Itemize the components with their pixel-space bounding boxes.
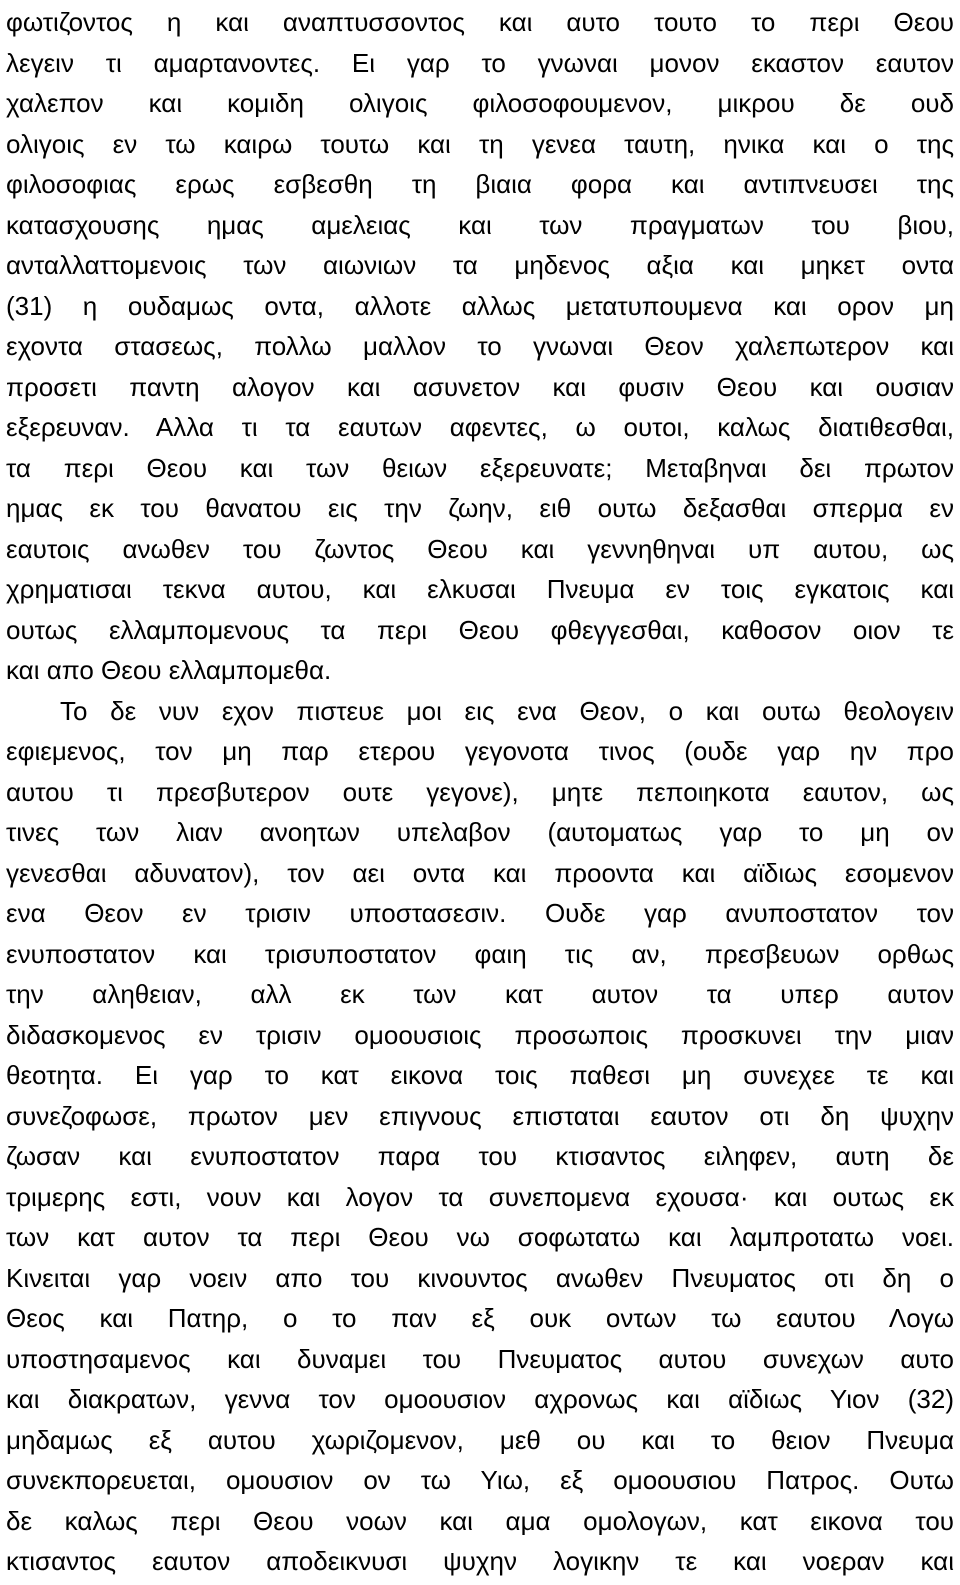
paragraph-first-line: Το δε νυν εχον πιστευε μοι εις ενα Θεον, ο και ουτω θεολογειν [60, 695, 954, 726]
text-line: ενυποστατον και τρισυποστατον φαιη τις αν, πρεσβευων ορθως [6, 938, 954, 969]
text-line: συνεζοφωσε, πρωτον μεν επιγνους επισταται εαυτον οτι δη ψυχην [6, 1100, 954, 1131]
text-line: χρηματισαι τεκνα αυτου, και ελκυσαι Πνευμα εν τοις εγκατοις και [6, 574, 954, 604]
text-line: εχοντα στασεως, πολλω μαλλον το γνωναι Θεον χαλεπωτερον και [6, 331, 954, 361]
text-line: Θεος και Πατηρ, ο το παν εξ ουκ οντων τω εαυτου Λογω [6, 1303, 954, 1333]
text-line: λεγειν τι αμαρτανοντες. Ει γαρ το γνωναι μονον εκαστον εαυτον [6, 47, 954, 78]
text-line: ζωσαν και ενυποστατον παρα του κτισαντος ειληφεν, αυτη δε [6, 1141, 954, 1171]
text-line: ενα Θεον εν τρισιν υποστασεσιν. Ουδε γαρ ανυποστατον τον [6, 898, 954, 928]
text-line: θεοτητα. Ει γαρ το κατ εικονα τοις παθεσι μη συνεχεε τε και [6, 1060, 954, 1090]
text-line: κατασχουσης ημας αμελειας και των πραγματων του βιου, [6, 209, 954, 240]
text-line: εφιεμενος, τον μη παρ ετερου γεγονοτα τινος (ουδε γαρ ην προ [6, 736, 954, 766]
text-line: την αληθειαν, αλλ εκ των κατ αυτον τα υπερ αυτον [6, 979, 954, 1009]
text-line: (31) η ουδαμως οντα, αλλοτε αλλως μετατυπουμενα και ορον μη [6, 290, 954, 321]
text-line: τινες των λιαν ανοητων υπελαβον (αυτοματως γαρ το μη ον [6, 817, 954, 847]
text-line: εξερευναν. Αλλα τι τα εαυτων αφεντες, ω ουτοι, καλως διατιθεσθαι, [6, 412, 954, 442]
text-line: τα περι Θεου και των θειων εξερευνατε; Μεταβηναι δει πρωτον [6, 452, 954, 483]
text-line: και διακρατων, γεννα τον ομοουσιον αχρονως και αϊδιως Υιον (32) [6, 1384, 954, 1414]
text-line: των κατ αυτον τα περι Θεου νω σοφωτατω και λαμπροτατω νοει. [6, 1222, 954, 1252]
text-line: αυτου τι πρεσβυτερον ουτε γεγονε), μητε πεποιηκοτα εαυτον, ως [6, 776, 954, 807]
text-line: φιλοσοφιας ερως εσβεσθη τη βιαια φορα και αντιπνευσει της [6, 169, 954, 199]
text-line: ολιγοις εν τω καιρω τουτω και τη γενεα ταυτη, ηνικα και ο της [6, 128, 954, 159]
text-line: διδασκομενος εν τρισιν ομοουσιοις προσωποις προσκυνει την μιαν [6, 1019, 954, 1050]
text-line: προσετι παντη αλογον και ασυνετον και φυσιν Θεου και ουσιαν [6, 371, 954, 402]
document-page [6, 0, 954, 1585]
text-line: γενεσθαι αδυνατον), τον αει οντα και προοντα και αϊδιως εσομενον [6, 857, 954, 888]
text-line: εαυτοις ανωθεν του ζωντος Θεου και γεννηθηναι υπ αυτου, ως [6, 533, 954, 564]
text-line: κτισαντος εαυτον αποδεικνυσι ψυχην λογικην τε και νοεραν και [6, 1546, 954, 1576]
text-line: τριμερης εστι, νουν και λογον τα συνεπομενα εχουσα· και ουτως εκ [6, 1181, 954, 1212]
text-line: υποστησαμενος και δυναμει του Πνευματος αυτου συνεχων αυτο [6, 1343, 954, 1374]
text-line: μηδαμως εξ αυτου χωριζομενον, μεθ ου και το θειον Πνευμα [6, 1424, 954, 1455]
text-line: ανταλλαττομενοις των αιωνιων τα μηδενος αξια και μηκετ οντα [6, 250, 954, 280]
text-line: ημας εκ του θανατου εις την ζωην, ειθ ουτω δεξασθαι σπερμα εν [6, 493, 954, 523]
text-line: δε καλως περι Θεου νοων και αμα ομολογων, κατ εικονα του [6, 1505, 954, 1536]
text-line: συνεκπορευεται, ομουσιον ον τω Υιω, εξ ομοουσιου Πατρος. Ουτω [6, 1465, 954, 1495]
text-line: Κινειται γαρ νοειν απο του κινουντος ανωθεν Πνευματος οτι δη ο [6, 1262, 954, 1293]
text-line: ουτως ελλαμπομενους τα περι Θεου φθεγγεσθαι, καθοσον οιον τε [6, 614, 954, 645]
text-line: και απο Θεου ελλαμπομεθα. [6, 655, 332, 685]
text-line: χαλεπον και κομιδη ολιγοις φιλοσοφουμενον, μικρου δε ουδ [6, 88, 954, 118]
text-line: φωτιζοντος η και αναπτυσσοντος και αυτο τουτο το περι Θεου [6, 7, 954, 37]
